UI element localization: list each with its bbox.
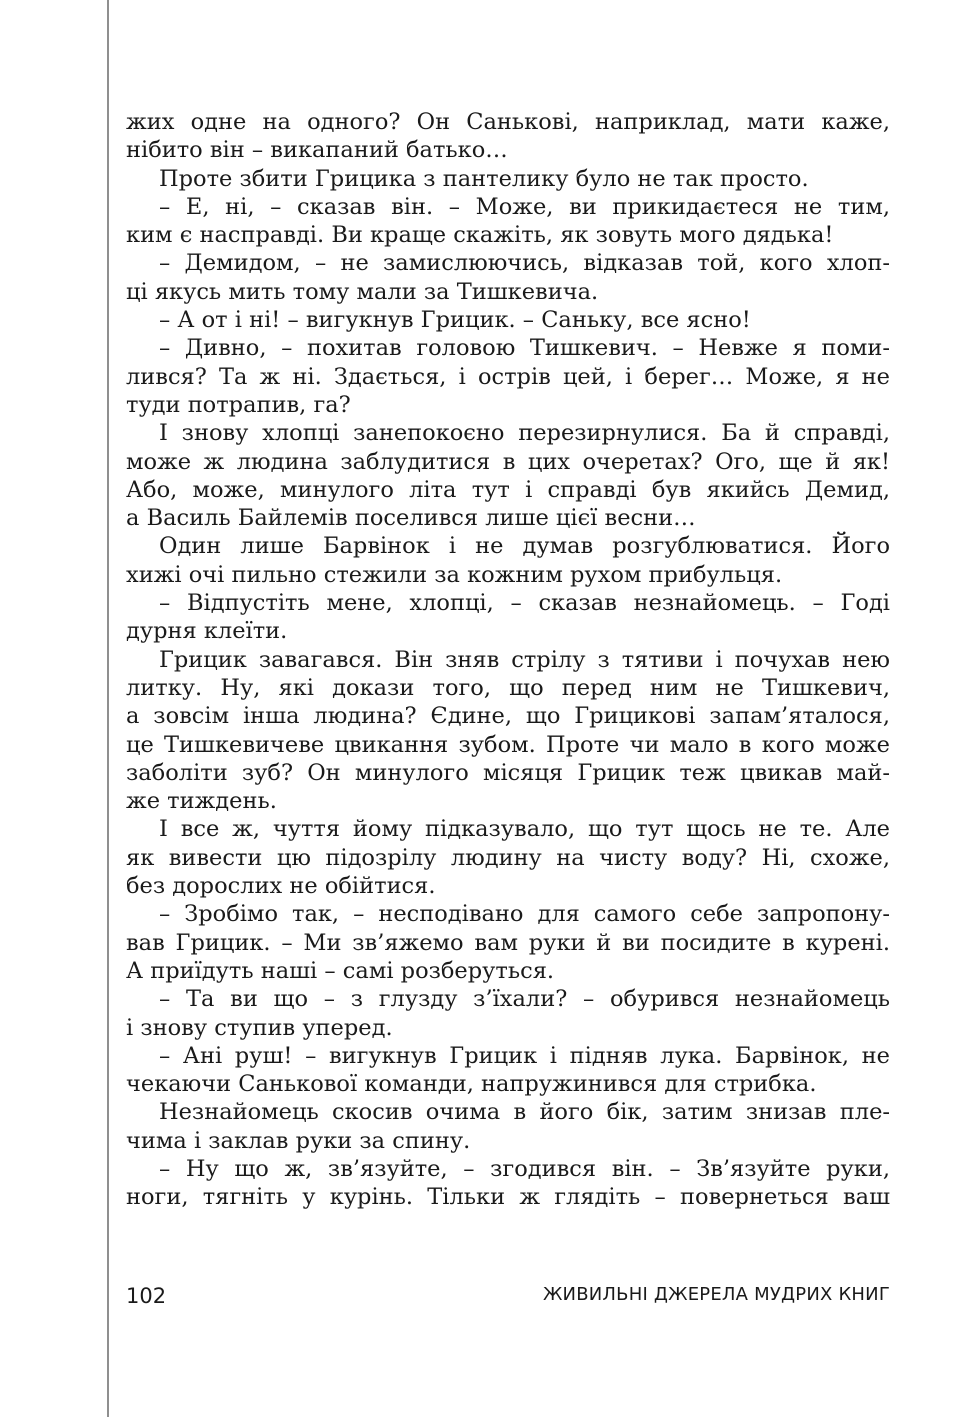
text-line: Або, може, минулого лiта тут i справдi був якийсь Демид,	[126, 476, 890, 503]
text-line: І все ж, чуття йому пiдказувало, що тут щось не те. Але	[159, 816, 890, 843]
text-line: Грицик завагався. Вiн зняв стрiлу з тятиви i почухав нею	[159, 646, 890, 673]
text-line: – Анi руш! – вигукнув Грицик i пiдняв лука. Барвiнок, не	[159, 1042, 890, 1069]
page-gutter-line	[107, 0, 109, 1417]
text-line: жих одне на одного? Он Саньковi, наприклад, мати каже,	[126, 109, 890, 135]
text-line: – Е, нi, – сказав вiн. – Може, ви прикидаєтеся не тим,	[159, 193, 890, 220]
text-line: Незнайомець скосив очима в його бiк, затим знизав пле-	[159, 1099, 890, 1126]
running-title: ЖИВИЛЬНІ ДЖЕРЕЛА МУДРИХ КНИГ	[542, 1284, 890, 1305]
text-line: а зовсiм iнша людина? Єдине, що Грициковi запам’яталося,	[126, 703, 890, 730]
text-line: – А от i нi! – вигукнув Грицик. – Саньку, все ясно!	[159, 307, 751, 334]
text-line: – Вiдпустiть мене, хлопцi, – сказав незнайомець. – Годi	[159, 590, 890, 617]
text-line: чекаючи Санькової команди, напружинився для стрибка.	[126, 1071, 817, 1098]
body-text	[126, 108, 890, 1212]
text-line: литку. Ну, якi докази того, що перед ним не Тишкевич,	[126, 674, 890, 701]
text-line: це Тишкевичеве цвикання зубом. Проте чи мало в кого може	[126, 731, 890, 758]
text-line: Один лише Барвiнок i не думав розгублюватися. Його	[159, 533, 890, 560]
text-line: І знову хлопцi занепокоєно перезирнулися. Ба й справдi,	[159, 420, 890, 447]
text-line: без дорослих не обiйтися.	[126, 873, 436, 900]
text-line: як вивести цю пiдозрiлу людину на чисту воду? Нi, схоже,	[126, 844, 890, 871]
text-line: заболiти зуб? Он минулого мiсяця Грицик теж цвикав май-	[126, 759, 890, 786]
text-line: А приїдуть нашi – самi розберуться.	[126, 957, 555, 984]
text-line: хижi очi пильно стежили за кожним рухом прибульця.	[126, 561, 783, 588]
text-line: вав Грицик. – Ми зв’яжемо вам руки й ви посидите в куренi.	[126, 929, 890, 956]
text-line: – Та ви що – з глузду з’їхали? – обурився незнайомець	[159, 986, 890, 1013]
text-line: цi якусь мить тому мали за Тишкевича.	[126, 278, 599, 305]
text-line: – Ну що ж, зв’язуйте, – згодився вiн. – Зв’язуйте руки,	[159, 1155, 890, 1182]
text-line: чима i заклав руки за спину.	[126, 1127, 471, 1154]
text-line: лився? Та ж нi. Здається, i острiв цей, i берег… Може, я не	[126, 363, 890, 390]
text-line: Проте збити Грицика з пантелику було не так просто.	[159, 165, 809, 192]
text-line: а Василь Байлемiв поселився лише цiєї весни…	[126, 505, 696, 532]
text-line: нiбито вiн – викапаний батько…	[126, 137, 508, 164]
text-line: ким є насправдi. Ви краще скажiть, як зовуть мого дядька!	[126, 222, 834, 249]
text-line: i знову ступив уперед.	[126, 1014, 393, 1041]
text-line: туди потрапив, га?	[126, 391, 351, 418]
text-line: – Демидом, – не замислюючись, вiдказав той, кого хлоп-	[159, 250, 890, 277]
text-line: же тиждень.	[126, 788, 277, 815]
text-line: ноги, тягнiть у курiнь. Тiльки ж глядiть – повернеться ваш	[126, 1184, 890, 1211]
text-line: – Зробiмо так, – несподiвано для самого себе запропону-	[159, 901, 890, 928]
text-line: – Дивно, – похитав головою Тишкевич. – Невже я поми-	[159, 335, 890, 362]
text-line: дурня клеїти.	[126, 618, 288, 645]
text-line: може ж людина заблудитися в цих очеретах? Ого, ще й як!	[126, 448, 890, 475]
page-number: 102	[126, 1284, 167, 1308]
